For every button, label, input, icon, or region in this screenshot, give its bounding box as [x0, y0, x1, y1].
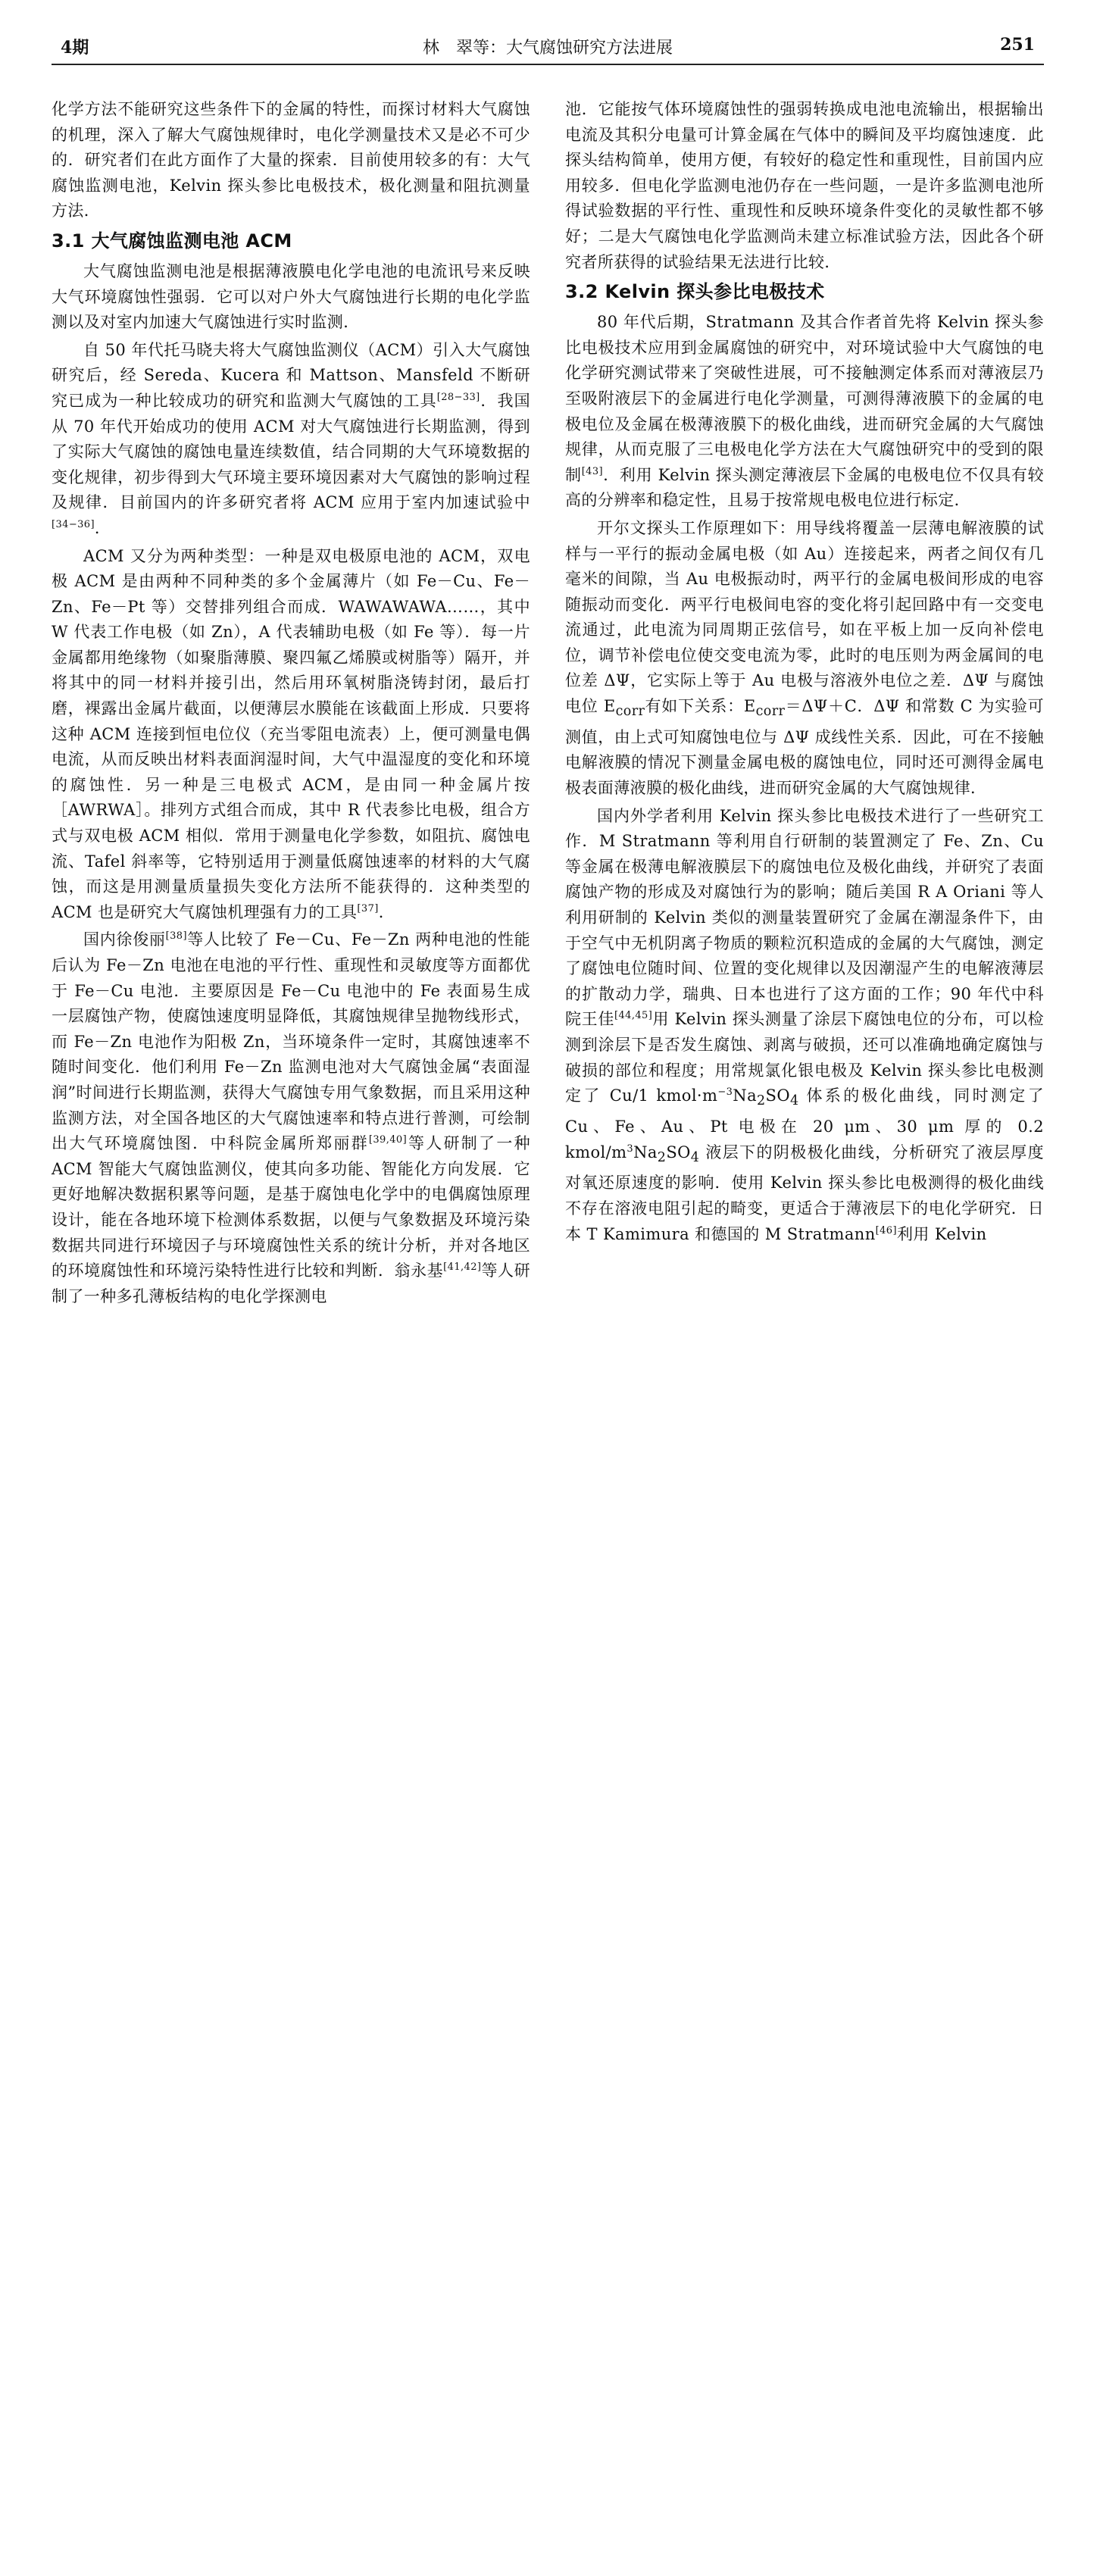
- subscript: corr: [615, 704, 645, 720]
- citation: [44,45]: [614, 1010, 653, 1022]
- citation: [39,40]: [368, 1134, 408, 1146]
- paragraph-text: 开尔文探头工作原理如下：用导线将覆盖一层薄电解液膜的试样与一平行的振动金属电极（如 Au）连接起来，两者之间仅有几毫米的间隙，当 Au 电极振动时，两平行的金属电极间形成的电容随振动而变化．两平行电极间电容的变化将引起回路中有一交变电流通过，此电流为同周期正弦信号，如在平板上加一反向补偿电位，调节补偿电位使交变电流为零，此时的电压则为两金属间的电位差 ΔΨ，它实际上等于 Au 电极与溶液外电位之差．ΔΨ 与腐蚀电位 E: [565, 518, 1044, 716]
- issue-number: 4期: [61, 38, 89, 58]
- paragraph-text: ．我国从 70 年代开始成功的使用 ACM 对大气腐蚀进行长期监测，得到了实际大气腐蚀的腐蚀电量连续数值，结合同期的大气环境数据的变化规律，初步得到大气环境主要环境因素对大气腐蚀的影响过程及规律．目前国内的许多研究者将 ACM 应用于室内加速试验中: [52, 391, 530, 512]
- paragraph-text: ．: [378, 902, 395, 921]
- citation: [37]: [357, 902, 379, 914]
- citation: [28−33]: [436, 391, 480, 403]
- paragraph-text: 等人比较了 Fe－Cu、Fe－Zn 两种电池的性能后认为 Fe－Zn 电池在电池的平行性、重现性和灵敏度等方面都优于 Fe－Cu 电池．主要原因是 Fe－Cu 电池中的 Fe 表面易生成一层腐蚀产物，使腐蚀速度明显降低，其腐蚀规律呈抛物线形式，而 Fe－Zn 电池作为阳极 Zn，当环境条件一定时，其腐蚀速率不随时间变化．他们利用 Fe－Zn 监测电池对大气腐蚀金属“表面湿润”时间进行长期监测，获得大气腐蚀专用气象数据，而且采用这种监测方法，对全国各地区的大气腐蚀速率和特点进行普测，可绘制出大气环境腐蚀图．中科院金属所郑丽群: [52, 930, 530, 1153]
- paragraph: [52, 927, 530, 1309]
- page-number: 251: [1000, 35, 1035, 55]
- paragraph-text: ．: [94, 518, 111, 537]
- paragraph-text: ．利用 Kelvin 探头测定薄液层下金属的电极电位不仅具有较高的分辨率和稳定性，且易于按常规电极电位进行标定．: [565, 465, 1045, 510]
- page-header: [52, 30, 1044, 65]
- paragraph-text: 有如下关系：E: [645, 697, 756, 716]
- section-heading-3-2: 3.2 Kelvin 探头参比电极技术: [565, 281, 825, 303]
- subscript: 4: [789, 1093, 799, 1109]
- paragraph-text: 利用 Kelvin: [896, 1224, 987, 1243]
- paragraph-text: 80 年代后期，Stratmann 及其合作者首先将 Kelvin 探头参比电极技术应用到金属腐蚀的研究中，对环境试验中大气腐蚀的电化学研究测试带来了突破性进展，可不接触测定体系而对薄液层乃至吸附液层下的金属进行电化学测量，可测得薄液膜下的金属的电极电位及金属在极薄液膜下的极化曲线，进而研究金属的大气腐蚀规律，从而克服了三电极电化学方法在大气腐蚀研究中的受到的限制: [565, 313, 1044, 484]
- paragraph-text: 等人研制了一种多孔薄板结构的电化学探测电: [52, 1261, 530, 1305]
- paragraph: 化学方法不能研究这些条件下的金属的特性，而探讨材料大气腐蚀的机理，深入了解大气腐蚀规律时，电化学测量技术又是必不可少的．研究者们在此方面作了大量的探索．目前使用较多的有：大气腐蚀监测电池，Kelvin 探头参比电极技术，极化测量和阻抗测量方法．: [52, 100, 530, 220]
- citation: [46]: [875, 1224, 897, 1236]
- paragraph: [565, 804, 1044, 1247]
- paragraph-text: 国内徐俊丽: [83, 930, 166, 949]
- paragraph-text: 体系的极化曲线，同时测定了 Cu、Fe、Au、Pt 电极在 20 μm、30 μm 厚的 0.2 kmol/m: [565, 1086, 1044, 1161]
- citation: [38]: [165, 930, 187, 943]
- paragraph-text: 等人研制了一种 ACM 智能大气腐蚀监测仪，使其向多功能、智能化方向发展．它更好地解决数据积累等问题，是基于腐蚀电化学中的电偶腐蚀原理设计，能在各地环境下检测体系数据，以便与气象数据及环境污染数据共同进行环境因子与环境腐蚀性关系的统计分析，并对各地区的环境腐蚀性和环境污染特性进行比较和判断．翁永基: [52, 1134, 530, 1280]
- paragraph-text: 国内外学者利用 Kelvin 探头参比电极技术进行了一些研究工作．M Stratmann 等利用自行研制的装置测定了 Fe、Zn、Cu 等金属在极薄电解液膜层下的腐蚀电位及极化曲线，并研究了表面腐蚀产物的形成及对腐蚀行为的影响；随后美国 R A Oriani 等人利用研制的 Kelvin 类似的测量装置研究了金属在潮湿条件下，由于空气中无机阴离子物质的颗粒沉积造成的金属的大气腐蚀，测定了腐蚀电位随时间、位置的变化规律以及因潮湿产生的电解液薄层的扩散动力学，瑞典、日本也进行了这方面的工作；90 年代中科院王佳: [565, 806, 1044, 1029]
- left-column: [52, 97, 530, 1311]
- running-title: 林 翠等：大气腐蚀研究方法进展: [422, 39, 673, 58]
- paragraph-text: SO: [765, 1086, 790, 1105]
- superscript: −3: [717, 1086, 733, 1099]
- right-column: [565, 97, 1044, 1249]
- paragraph: 大气腐蚀监测电池是根据薄液膜电化学电池的电流讯号来反映大气环境腐蚀性强弱．它可以对户外大气腐蚀进行长期的电化学监测以及对室内加速大气腐蚀进行实时监测．: [52, 261, 530, 332]
- subscript: 2: [657, 1149, 667, 1165]
- paragraph: [565, 310, 1044, 514]
- subscript: corr: [755, 704, 786, 720]
- section-heading-3-1: 3.1 大气腐蚀监测电池 ACM: [52, 230, 292, 252]
- paragraph-text: 用 Kelvin 探头测量了涂层下腐蚀电位的分布，可以检测到涂层下是否发生腐蚀、剥离与破损，还可以准确地确定腐蚀与破损的部位和程度；用常规氯化银电极及 Kelvin 探头参比电极测定了 Cu/1 kmol·m: [565, 1010, 1044, 1105]
- paragraph-text: SO: [666, 1143, 691, 1161]
- citation: [41,42]: [443, 1261, 482, 1274]
- paragraph: [52, 544, 530, 926]
- citation: [34−36]: [52, 518, 95, 530]
- superscript: 3: [626, 1143, 634, 1155]
- subscript: 4: [690, 1149, 700, 1165]
- paragraph: [565, 516, 1044, 802]
- paragraph-text: ACM 又分为两种类型：一种是双电极原电池的 ACM，双电极 ACM 是由两种不同种类的多个金属薄片（如 Fe－Cu、Fe－Zn、Fe－Pt 等）交替排列组合而成．WAWAWAWA……，其中 W 代表工作电极（如 Zn），A 代表辅助电极（如 Fe 等）．每一片金属都用绝缘物（如聚脂薄膜、聚四氟乙烯膜或树脂等）隔开，并将其中的同一材料并接引出，然后用环氧树脂浇铸封闭，最后打磨，裸露出金属片截面，以便薄层水膜能在该截面上形成．只要将这种 ACM 连接到恒电位仪（充当零阻电流表）上，便可测量电偶电流，从而反映出材料表面润湿时间，大气中温湿度的变化和环境的腐蚀性．另一种是三电极式 ACM，是由同一种金属片按［AWRWA］。排列方式组合而成，其中 R 代表参比电极，组合方式与双电极 ACM 相似．常用于测量电化学参数，如阻抗、腐蚀电流、Tafel 斜率等，它特别适用于测量低腐蚀速率的材料的大气腐蚀，而这是用测量质量损失变化方法所不能获得的．这种类型的 ACM 也是研究大气腐蚀机理强有力的工具: [52, 546, 530, 921]
- paragraph-text: 液层下的阴极极化曲线，分析研究了液层厚度对氧还原速度的影响．使用 Kelvin 探头参比电极测得的极化曲线不存在溶液电阻引起的畸变，更适合于薄液层下的电化学研究．日本 T Kamimura 和德国的 M Stratmann: [565, 1143, 1044, 1243]
- citation: [43]: [581, 465, 603, 477]
- paragraph-text: ＝ΔΨ＋C．ΔΨ 和常数 C 为实验可测值，由上式可知腐蚀电位与 ΔΨ 成线性关系．因此，可在不接触电解液膜的情况下测量金属电极的腐蚀电位，同时还可测得金属电极表面薄液膜的极化曲线，进而研究金属的大气腐蚀规律．: [565, 697, 1044, 798]
- subscript: 2: [757, 1093, 766, 1109]
- paragraph-text: Na: [633, 1143, 658, 1161]
- paragraph-text: Na: [733, 1086, 757, 1105]
- paragraph: [52, 338, 530, 542]
- paragraph: 池．它能按气体环境腐蚀性的强弱转换成电池电流输出，根据输出电流及其积分电量可计算金属在气体中的瞬间及平均腐蚀速度．此探头结构简单，使用方便，有较好的稳定性和重现性，目前国内应用较多．但电化学监测电池仍存在一些问题，一是许多监测电池所得试验数据的平行性、重现性和反映环境条件变化的灵敏性都不够好；二是大气腐蚀电化学监测尚未建立标准试验方法，因此各个研究者所获得的试验结果无法进行比较．: [565, 100, 1044, 271]
- paragraph-text: 自 50 年代托马晓夫将大气腐蚀监测仪（ACM）引入大气腐蚀研究后，经 Sereda、Kucera 和 Mattson、Mansfeld 不断研究已成为一种比较成功的研究和监测大气腐蚀的工具: [52, 340, 530, 410]
